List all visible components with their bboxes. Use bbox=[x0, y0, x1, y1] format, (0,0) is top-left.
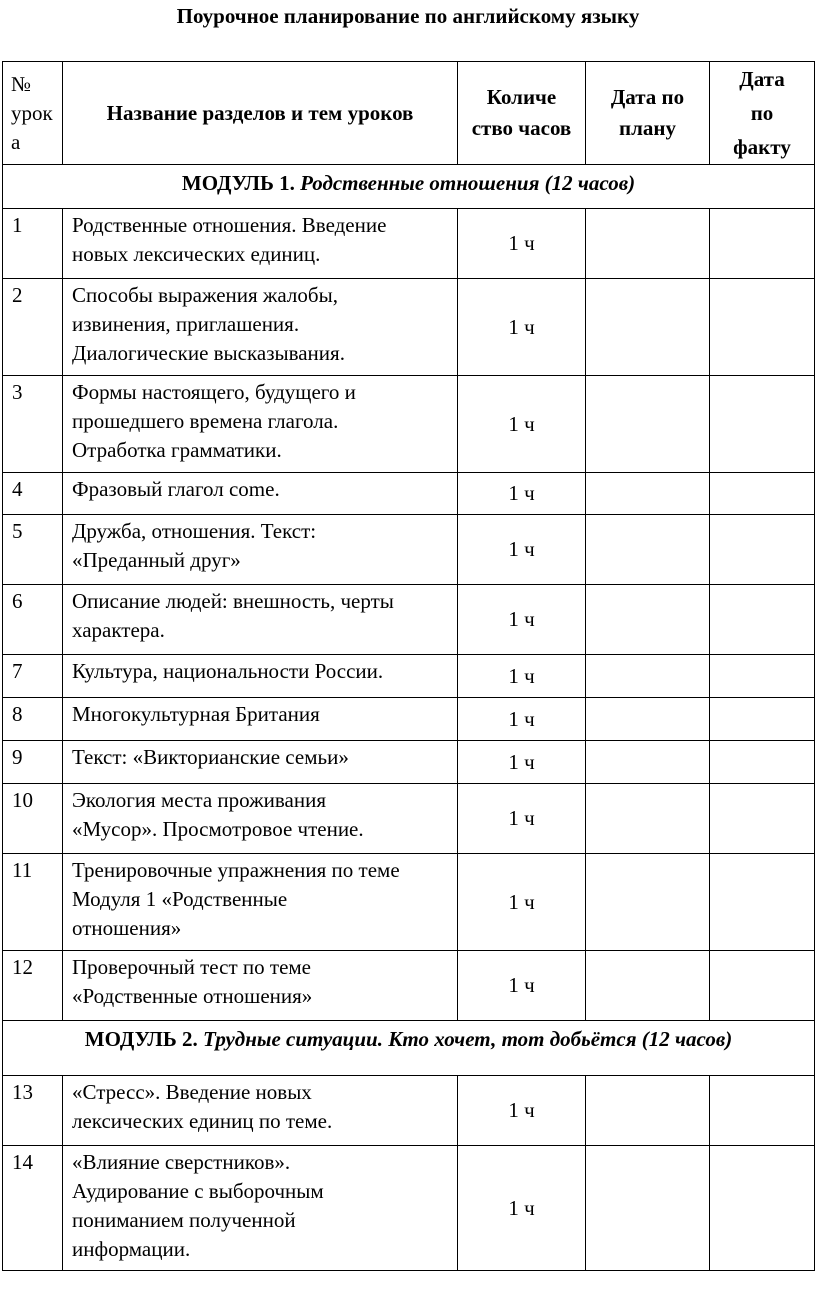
fact-date-cell bbox=[710, 784, 815, 854]
plan-date-cell bbox=[586, 473, 710, 515]
table-row bbox=[3, 376, 815, 473]
fact-date-cell bbox=[710, 951, 815, 1021]
fact-date-cell bbox=[710, 279, 815, 376]
lesson-topic-line: Проверочный тест по теме bbox=[72, 955, 311, 979]
lesson-topic-line: Экология места проживания bbox=[72, 788, 326, 812]
table-row bbox=[3, 951, 815, 1021]
lesson-topic-line: извинения, приглашения. bbox=[72, 312, 300, 336]
lesson-number: 12 bbox=[3, 951, 63, 1021]
table-row bbox=[3, 1146, 815, 1271]
fact-date-cell bbox=[710, 741, 815, 784]
lesson-topic-line: Диалогические высказывания. bbox=[72, 341, 345, 365]
lesson-number: 2 bbox=[3, 279, 63, 376]
lesson-hours: 1 ч bbox=[458, 741, 586, 784]
lesson-topic-line: «Стресс». Введение новых bbox=[72, 1080, 312, 1104]
fact-date-cell bbox=[710, 698, 815, 741]
module-row bbox=[3, 165, 815, 209]
lesson-topic-line: отношения» bbox=[72, 916, 182, 940]
lesson-topic bbox=[63, 741, 458, 784]
plan-date-cell bbox=[586, 515, 710, 585]
lesson-number: 8 bbox=[3, 698, 63, 741]
lesson-topic-line: Формы настоящего, будущего и bbox=[72, 380, 356, 404]
lesson-number: 4 bbox=[3, 473, 63, 515]
plan-date-cell bbox=[586, 1076, 710, 1146]
header-num-line: № bbox=[11, 71, 32, 96]
lesson-hours: 1 ч bbox=[458, 585, 586, 655]
lesson-topic bbox=[63, 951, 458, 1021]
module-prefix: МОДУЛЬ 1. bbox=[181, 171, 295, 195]
fact-date-cell bbox=[710, 209, 815, 279]
header-plan-date bbox=[586, 62, 710, 165]
header-fact-line: факту bbox=[733, 135, 791, 159]
fact-date-cell bbox=[710, 515, 815, 585]
lesson-topic-line: прошедшего времена глагола. bbox=[72, 409, 339, 433]
fact-date-cell bbox=[710, 585, 815, 655]
lesson-number: 14 bbox=[3, 1146, 63, 1271]
lesson-number: 5 bbox=[3, 515, 63, 585]
header-lesson-number bbox=[3, 62, 63, 165]
lesson-topic-line: «Преданный друг» bbox=[72, 548, 241, 572]
header-row bbox=[3, 62, 815, 165]
lesson-topic bbox=[63, 655, 458, 698]
lesson-topic bbox=[63, 1076, 458, 1146]
lesson-topic-line: Культура, национальности России. bbox=[72, 659, 384, 683]
plan-date-cell bbox=[586, 854, 710, 951]
lesson-topic-line: Отработка грамматики. bbox=[72, 438, 282, 462]
lesson-topic-line: информации. bbox=[72, 1237, 191, 1261]
lesson-plan-table bbox=[2, 61, 815, 1271]
lesson-hours: 1 ч bbox=[458, 655, 586, 698]
lesson-topic-line: «Родственные отношения» bbox=[72, 984, 313, 1008]
lesson-hours: 1 ч bbox=[458, 473, 586, 515]
plan-date-cell bbox=[586, 585, 710, 655]
module-row bbox=[3, 1021, 815, 1076]
lesson-hours: 1 ч bbox=[458, 784, 586, 854]
plan-date-cell bbox=[586, 698, 710, 741]
fact-date-cell bbox=[710, 376, 815, 473]
plan-date-cell bbox=[586, 784, 710, 854]
plan-date-cell bbox=[586, 376, 710, 473]
fact-date-cell bbox=[710, 854, 815, 951]
table-row bbox=[3, 655, 815, 698]
lesson-topic bbox=[63, 698, 458, 741]
header-topic-name: Название разделов и тем уроков bbox=[63, 62, 458, 165]
plan-date-cell bbox=[586, 209, 710, 279]
lesson-number: 10 bbox=[3, 784, 63, 854]
header-hours-line: Количе bbox=[486, 85, 557, 109]
header-plan-line: плану bbox=[619, 116, 676, 140]
lesson-number: 6 bbox=[3, 585, 63, 655]
table-row bbox=[3, 854, 815, 951]
plan-date-cell bbox=[586, 279, 710, 376]
lesson-number: 11 bbox=[3, 854, 63, 951]
lesson-topic bbox=[63, 473, 458, 515]
lesson-number: 9 bbox=[3, 741, 63, 784]
lesson-topic-line: Дружба, отношения. Текст: bbox=[72, 519, 317, 543]
header-num-line: а bbox=[11, 129, 21, 154]
lesson-hours: 1 ч bbox=[458, 854, 586, 951]
lesson-topic bbox=[63, 209, 458, 279]
table-row bbox=[3, 698, 815, 741]
plan-date-cell bbox=[586, 655, 710, 698]
module-heading bbox=[3, 1021, 815, 1076]
lesson-hours: 1 ч bbox=[458, 698, 586, 741]
lesson-number: 13 bbox=[3, 1076, 63, 1146]
module-title: Родственные отношения (12 часов) bbox=[300, 171, 636, 195]
lesson-topic bbox=[63, 376, 458, 473]
fact-date-cell bbox=[710, 473, 815, 515]
lesson-topic bbox=[63, 515, 458, 585]
lesson-topic-line: «Влияние сверстников». bbox=[72, 1150, 291, 1174]
header-fact-line: по bbox=[750, 101, 774, 125]
plan-date-cell bbox=[586, 1146, 710, 1271]
lesson-topic bbox=[63, 1146, 458, 1271]
lesson-topic-line: Родственные отношения. Введение bbox=[72, 213, 387, 237]
lesson-topic-line: новых лексических единиц. bbox=[72, 242, 321, 266]
lesson-topic-line: Способы выражения жалобы, bbox=[72, 283, 338, 307]
fact-date-cell bbox=[710, 1146, 815, 1271]
module-heading bbox=[3, 165, 815, 209]
module-title: Трудные ситуации. Кто хочет, тот добьётся (12 часов) bbox=[203, 1027, 733, 1051]
lesson-topic bbox=[63, 784, 458, 854]
lesson-hours: 1 ч bbox=[458, 1146, 586, 1271]
lesson-topic-line: Фразовый глагол come. bbox=[72, 477, 280, 501]
lesson-topic bbox=[63, 854, 458, 951]
table-row bbox=[3, 473, 815, 515]
table-row bbox=[3, 209, 815, 279]
header-fact-line: Дата bbox=[739, 67, 785, 91]
table-row bbox=[3, 279, 815, 376]
header-fact-date bbox=[710, 62, 815, 165]
lesson-topic-line: характера. bbox=[72, 618, 165, 642]
module-prefix: МОДУЛЬ 2. bbox=[84, 1027, 198, 1051]
lesson-topic-line: лексических единиц по теме. bbox=[72, 1109, 333, 1133]
lesson-hours: 1 ч bbox=[458, 209, 586, 279]
header-hours-line: ство часов bbox=[471, 116, 572, 140]
lesson-hours: 1 ч bbox=[458, 279, 586, 376]
fact-date-cell bbox=[710, 655, 815, 698]
lesson-hours: 1 ч bbox=[458, 951, 586, 1021]
lesson-number: 3 bbox=[3, 376, 63, 473]
lesson-topic bbox=[63, 279, 458, 376]
lesson-topic-line: Текст: «Викторианские семьи» bbox=[72, 745, 349, 769]
lesson-topic-line: Аудирование с выборочным bbox=[72, 1179, 324, 1203]
lesson-number: 1 bbox=[3, 209, 63, 279]
header-hours bbox=[458, 62, 586, 165]
lesson-topic-line: «Мусор». Просмотровое чтение. bbox=[72, 817, 364, 841]
plan-date-cell bbox=[586, 951, 710, 1021]
lesson-topic-line: Описание людей: внешность, черты bbox=[72, 589, 394, 613]
lesson-topic-line: Многокультурная Британия bbox=[72, 702, 320, 726]
lesson-topic-line: Модуля 1 «Родственные bbox=[72, 887, 288, 911]
lesson-topic-line: Тренировочные упражнения по теме bbox=[72, 858, 400, 882]
header-plan-line: Дата по bbox=[610, 85, 685, 109]
table-row bbox=[3, 741, 815, 784]
lesson-topic bbox=[63, 585, 458, 655]
lesson-hours: 1 ч bbox=[458, 1076, 586, 1146]
lesson-topic-line: пониманием полученной bbox=[72, 1208, 296, 1232]
table-row bbox=[3, 784, 815, 854]
table-row bbox=[3, 515, 815, 585]
table-row bbox=[3, 1076, 815, 1146]
plan-date-cell bbox=[586, 741, 710, 784]
lesson-hours: 1 ч bbox=[458, 376, 586, 473]
fact-date-cell bbox=[710, 1076, 815, 1146]
header-num-line: урок bbox=[11, 100, 53, 125]
lesson-hours: 1 ч bbox=[458, 515, 586, 585]
page-title: Поурочное планирование по английскому языку bbox=[176, 4, 640, 28]
table-row bbox=[3, 585, 815, 655]
lesson-number: 7 bbox=[3, 655, 63, 698]
